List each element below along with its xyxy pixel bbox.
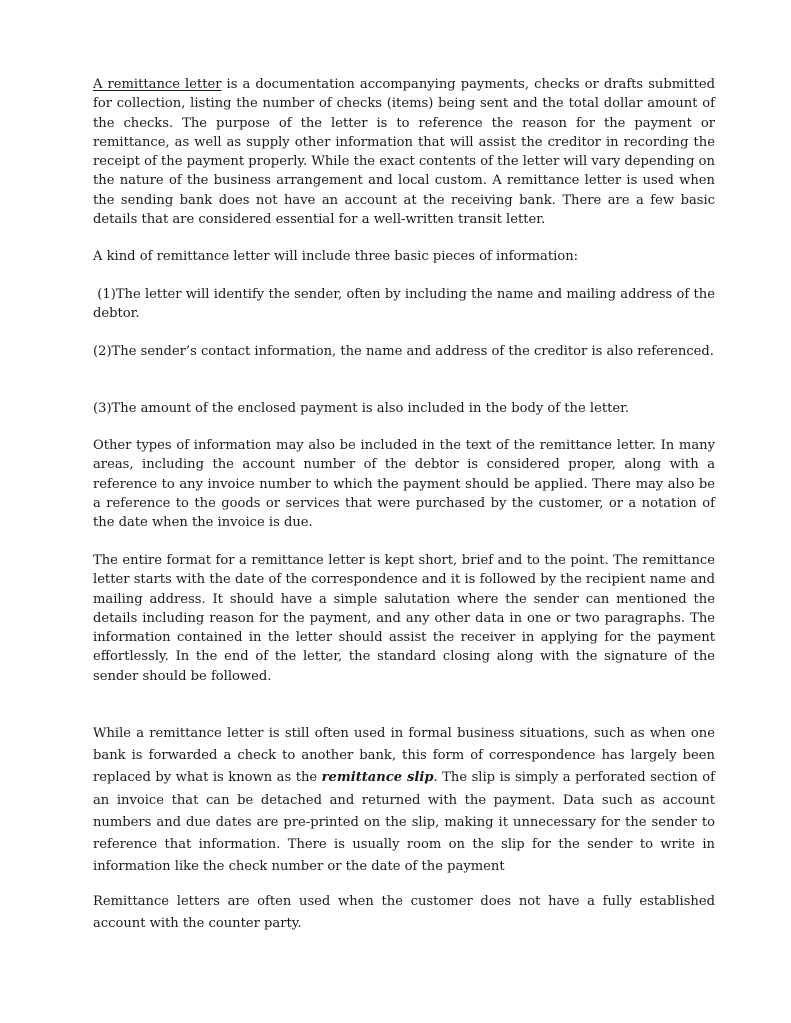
info-item-3: (3)The amount of the enclosed payment is also included in the body of the letter. — [93, 401, 630, 416]
remittance-letter-term: A remittance letter — [93, 77, 222, 92]
format-paragraph: The entire format for a remittance letter is kept short, brief and to the point. The remittance letter starts with the date of the correspondence and it is followed by the recipient name and mailing address. It should have a simple salutation where the sender can mentioned the details including reason for the payment, and any other data in one or two paragraphs. The information contained in the letter should assist the receiver in applying for the payment effortlessly. In the end of the letter, the standard closing along with the signature of the sender should be followed. — [93, 553, 715, 684]
intro-text: is a documentation accompanying payments, checks or drafts submitted for collection, listing the number of checks (items) being sent and the total dollar amount of the checks. The purpose of the letter is to reference the reason for the payment or remittance, as well as supply other information that will assist the creditor in recording the receipt of the payment properly. While the exact contents of the letter will vary depending on the nature of the business arrangement and local custom. A remittance letter is used when the sending bank does not have an account at the receiving bank. There are a few basic details that are considered essential for a well-written transit letter. — [93, 77, 715, 228]
slip-text-before: While a remittance letter is still often used in formal business situations, such as when one bank is forwarded a check to another bank, this form of correspondence has largely been replaced by what is known as the — [93, 726, 715, 786]
closing-paragraph: Remittance letters are often used when the customer does not have a fully established account with the counter party. — [93, 894, 715, 932]
remittance-slip-paragraph — [93, 723, 715, 878]
remittance-slip-term: remittance slip — [321, 770, 434, 786]
info-item-1: (1)The letter will identify the sender, often by including the name and mailing address of the debtor. — [93, 287, 720, 322]
intro-paragraph — [93, 75, 715, 229]
kinds-intro-paragraph: A kind of remittance letter will include three basic pieces of information: — [93, 249, 579, 264]
slip-text-after: . The slip is simply a perforated section of an invoice that can be detached and returned with the payment. Data such as account numbers and due dates are pre-printed on the slip, making it unnecessary for the sender to reference that information. There is usually room on the slip for the sender to write in information like the check number or the date of the payment — [93, 770, 715, 875]
info-item-2: (2)The sender’s contact information, the name and address of the creditor is also referenced. — [93, 344, 714, 359]
other-info-paragraph: Other types of information may also be included in the text of the remittance letter. In many areas, including the account number of the debtor is considered proper, along with a reference to any invoice number to which the payment should be applied. There may also be a reference to the goods or services that were purchased by the customer, or a notation of the date when the invoice is due. — [93, 438, 715, 531]
